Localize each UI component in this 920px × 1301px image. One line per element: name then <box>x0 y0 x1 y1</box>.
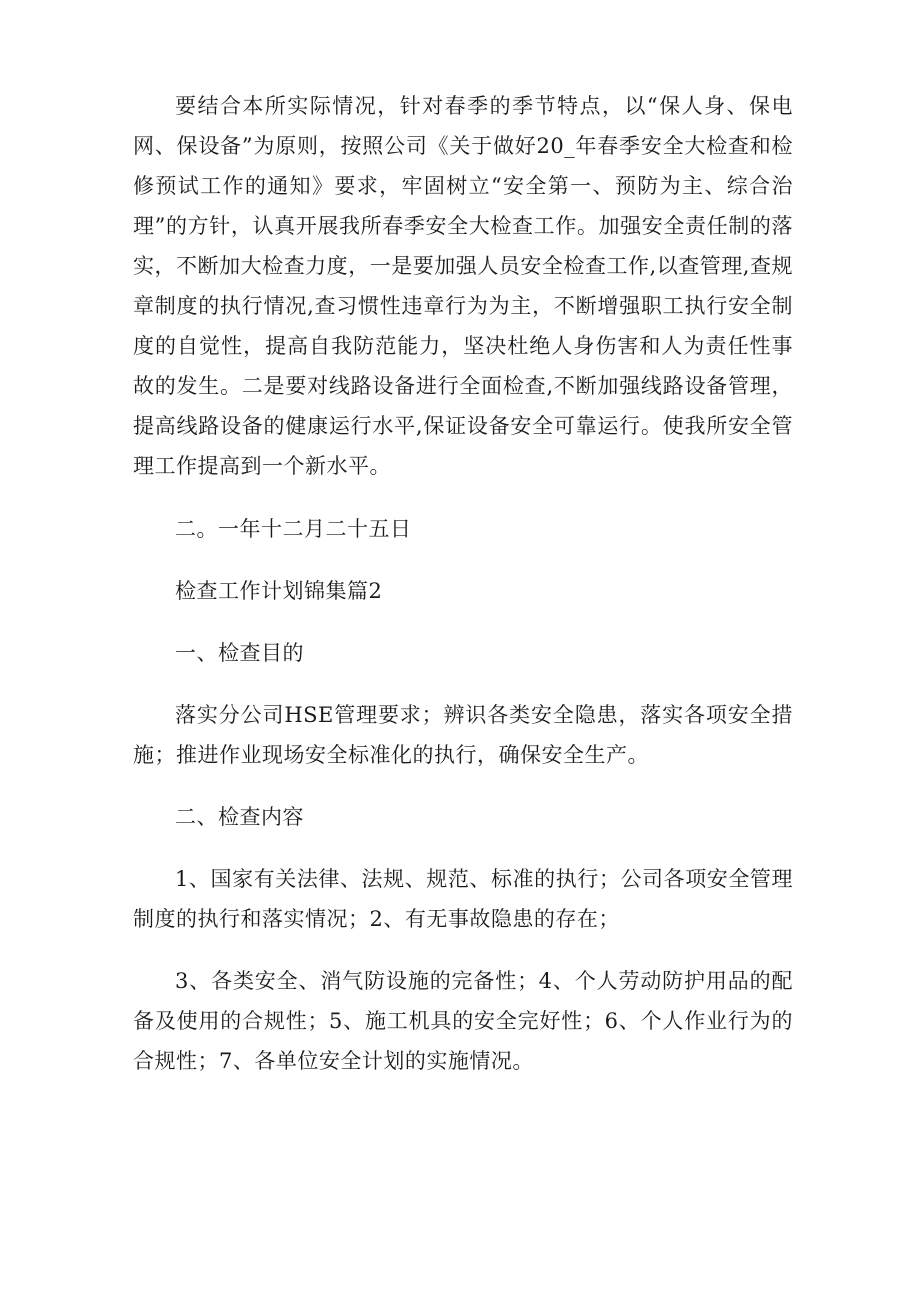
paragraph-inspection-purpose: 落实分公司HSE管理要求；辨识各类安全隐患，落实各项安全措施；推进作业现场安全标准化的执行，确保安全生产。 <box>133 703 793 767</box>
section-title: 检查工作计划锦集篇2 <box>175 579 383 603</box>
date-line: 二。一年十二月二十五日 <box>175 517 412 541</box>
heading-inspection-purpose: 一、检查目的 <box>175 641 304 665</box>
paragraph-content-items-2: 3、各类安全、消气防设施的完备性；4、个人劳动防护用品的配备及使用的合规性；5、施工机具的安全完好性；6、个人作业行为的合规性；7、各单位安全计划的实施情况。 <box>133 969 793 1073</box>
paragraph-safety-inspection: 要结合本所实际情况，针对春季的季节特点，以“保人身、保电网、保设备”为原则，按照公司《关于做好20_年春季安全大检查和检修预试工作的通知》要求，牢固树立“安全第一、预防为主、综合治理”的方针，认真开展我所春季安全大检查工作。加强安全责任制的落实，不断加大检查力度，一是要加强人员安全检查工作,以查管理,查规章制度的执行情况,查习惯性违章行为为主，不断增强职工执行安全制度的自觉性，提高自我防范能力，坚决杜绝人身伤害和人为责任性事故的发生。二是要对线路设备进行全面检查,不断加强线路设备管理，提高线路设备的健康运行水平,保证设备安全可靠运行。使我所安全管理工作提高到一个新水平。 <box>133 94 793 478</box>
document-page <box>133 86 793 1081</box>
paragraph-content-items-1: 1、国家有关法律、法规、规范、标准的执行；公司各项安全管理制度的执行和落实情况；2、有无事故隐患的存在； <box>133 867 793 931</box>
heading-inspection-content: 二、检查内容 <box>175 805 304 829</box>
